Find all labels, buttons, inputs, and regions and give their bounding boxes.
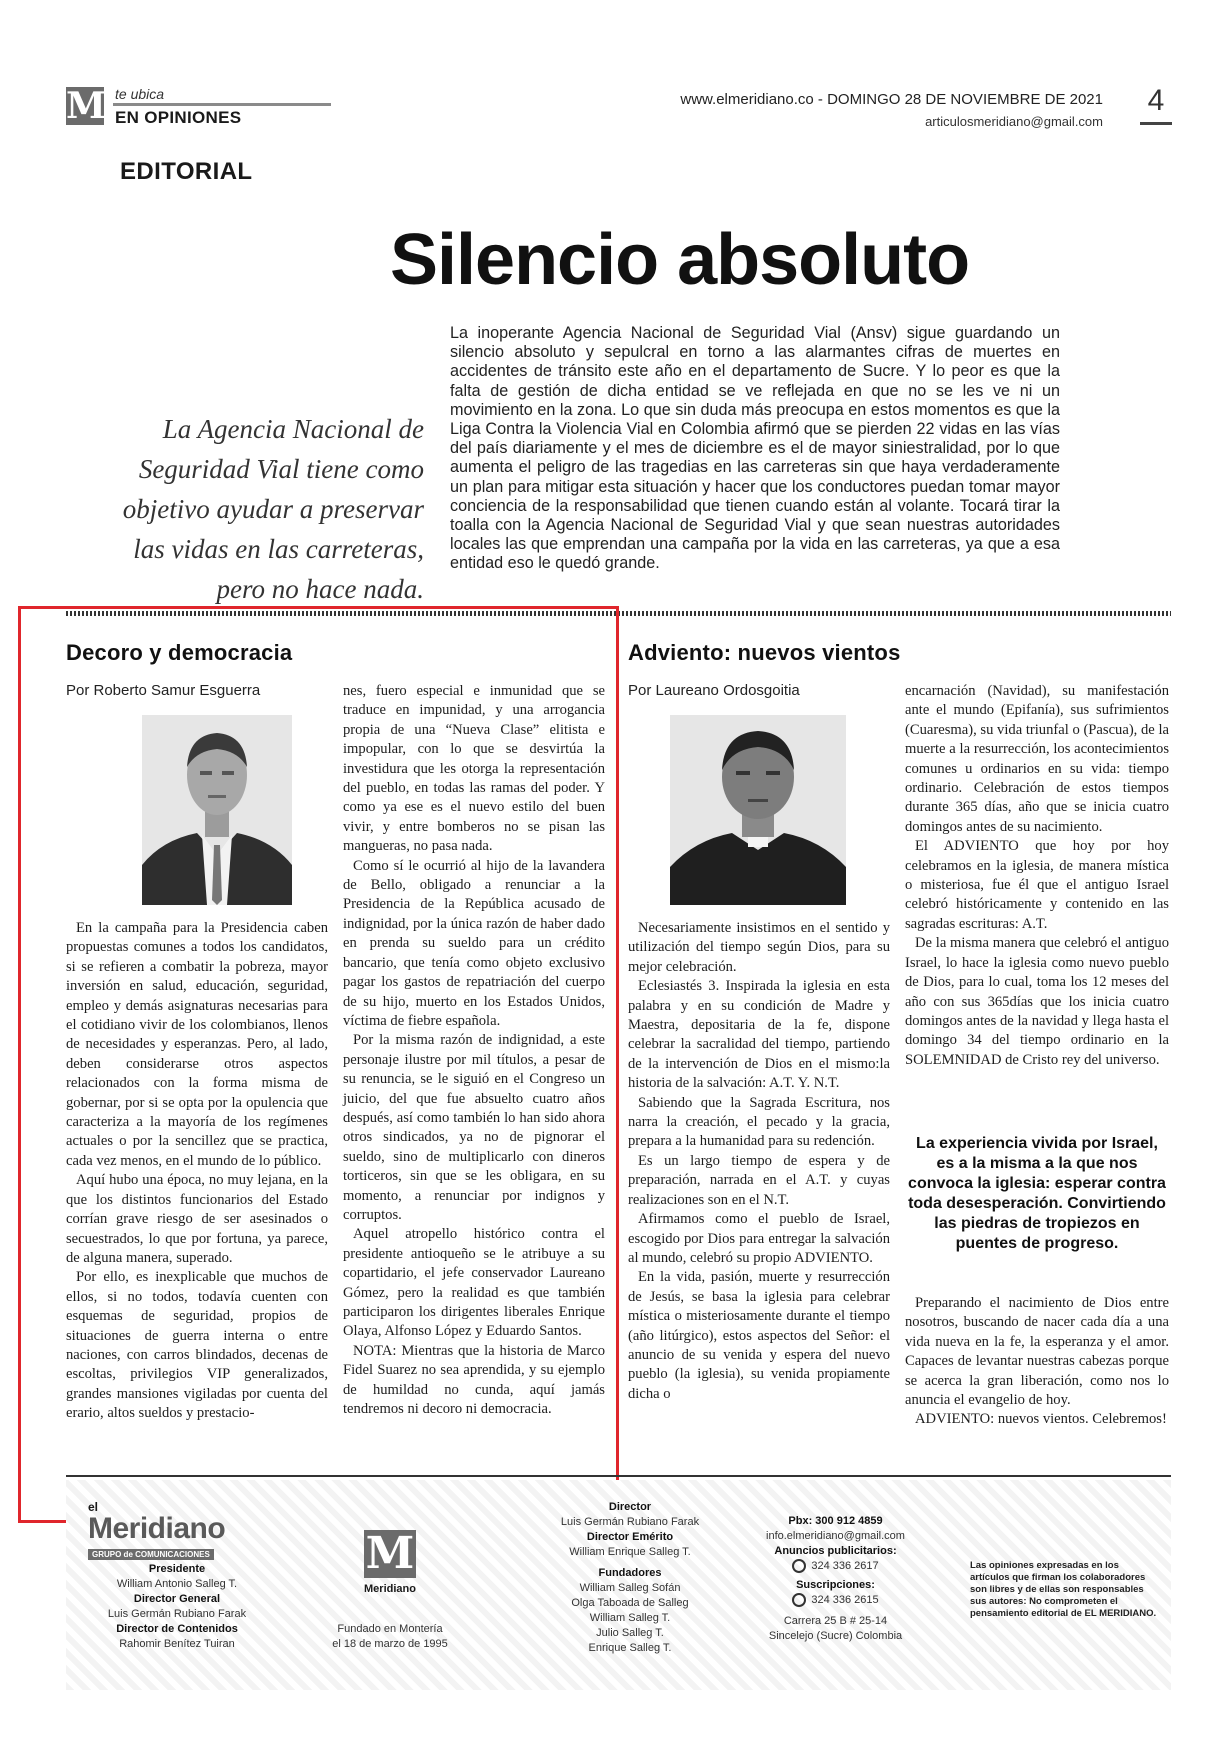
editorial-headline: Silencio absoluto — [390, 220, 970, 300]
address-line: Sincelejo (Sucre) Colombia — [768, 1630, 903, 1642]
brand-logo-name: Meridiano — [88, 1512, 226, 1545]
article-byline: Por Roberto Samur Esguerra — [66, 682, 261, 699]
article-column — [628, 919, 890, 1404]
footer-brand-logo — [88, 1500, 248, 1562]
section-name: EN OPINIONES — [115, 108, 242, 127]
article-title: Adviento: nuevos vientos — [628, 640, 901, 665]
footer-contact — [748, 1514, 923, 1644]
paragraph: Afirmamos como el pueblo de Israel, escogido por Dios para entregar la salvación al mundo, celebró su propio ADVIENTO. — [628, 1211, 890, 1266]
page-number: 4 — [1147, 84, 1165, 117]
article-column — [905, 682, 1169, 1070]
article-pullquote: La experiencia vivida por Israel, es a la misma a la que nos convoca la iglesia: esperar contra toda desesperación. Convirtiendo las piedras de tropiezos en puentes de progreso. — [908, 1135, 1166, 1252]
date-line: www.elmeridiano.co - DOMINGO 28 DE NOVIEMBRE DE 2021 — [680, 91, 1103, 108]
editorial-body: La inoperante Agencia Nacional de Seguridad Vial (Ansv) sigue guardando un silencio absoluto y sepulcral en torno a las alarmantes cifras de muertes en accidentes de tránsito este año en el departamento de Sucre. Y lo peor es que la falta de gestión de dicha entidad se ve reflejada en que no se les ve ni un movimiento en la zona. Lo que sin duda más preocupa en estos momentos es que la Liga Contra la Violencia Vial en Colombia afirmó que se pierden 22 vidas en las vías del país diariamente y el mes de diciembre es el de mayor siniestralidad, por lo que aumenta el peligro de las tragedias en las carreteras sin que haya verdaderamente un plan para mitigar esta situación y hacer que los conductores puedan tomar mayor conciencia de la responsabilidad que tienen cuando están al volante. Tocará tirar la toalla con la Agencia Nacional de Seguridad Vial y que sean nuestras autoridades locales las que emprendan una campaña por la vida en las carreteras, ya que a esa entidad eso le quedó grande. — [450, 324, 1060, 573]
author-portrait-icon — [670, 715, 846, 905]
section-rule — [113, 103, 331, 106]
contact-label: Suscripciones: — [796, 1579, 875, 1591]
info-email: info.elmeridiano@gmail.com — [766, 1530, 905, 1542]
paragraph: Eclesiastés 3. Inspirada la iglesia en esta palabra y en su condición de Madre y Maestra, depositaria de la fe, dispone celebrar la sacralidad del tiempo, partiendo de la intervención de Dios en el mismo:la historia de la salvación: A.T. Y. N.T. — [628, 978, 890, 1092]
article-title: Decoro y democracia — [66, 640, 293, 665]
article-column — [66, 919, 328, 1424]
person-name: Luis Germán Rubiano Farak — [107, 1608, 247, 1620]
paragraph: Necesariamente insistimos en el sentido y utilización del tiempo según Dios, para su mejor celebración. — [628, 920, 890, 975]
article-column — [343, 682, 605, 1419]
role-label: Director — [608, 1501, 652, 1513]
paragraph: ADVIENTO: nuevos vientos. Celebremos! — [915, 1411, 1167, 1428]
person-name: Enrique Salleg T. — [588, 1642, 672, 1654]
te-ubica-tagline: te ubica — [115, 86, 165, 102]
brand-logo-group: GRUPO de COMUNICACIONES — [88, 1549, 214, 1560]
pbx-number: Pbx: 300 912 4859 — [788, 1515, 883, 1527]
paragraph: Aquí hubo una época, no muy lejana, en la que los distintos funcionarios del Estado corrían grave riesgo de ser asesinados o secuestrados, lo que por fortuna, ya parece, de alguna manera, superado. — [66, 1172, 328, 1266]
founded-note — [330, 1622, 450, 1652]
person-name: William Salleg T. — [589, 1612, 671, 1624]
footer-founders — [530, 1500, 730, 1656]
person-name: Rahomir Benítez Tuiran — [119, 1638, 235, 1650]
footer-rule — [66, 1475, 1171, 1477]
founded-line: el 18 de marzo de 1995 — [332, 1638, 448, 1650]
person-name: Olga Taboada de Salleg — [571, 1597, 689, 1609]
article-column — [905, 1294, 1169, 1430]
role-label: Presidente — [148, 1563, 206, 1575]
person-name: Luis Germán Rubiano Farak — [560, 1516, 700, 1528]
founded-line: Fundado en Montería — [337, 1623, 443, 1635]
paragraph: El ADVIENTO que hoy por hoy celebramos en la iglesia, de manera mística o misteriosa, fue él que el antiguo Israel celebró históricamente y contenido en las sagradas escrituras: A.T. — [905, 838, 1169, 932]
paragraph: Por la misma razón de indignidad, a este personaje ilustre por mil títulos, a pesar de su renuncia, se le siguió en el Congreso un juicio, del que fue absuelto cuatro años después, así como también lo han sido ahora otros sindicados, ya no de pignorar el sueldo, sino de multiplicarlo con dineros torticeros, sin que se les obligara, en su momento, a renunciar por indignos y corruptos. — [343, 1032, 605, 1223]
footer-m-logo: M — [365, 1528, 415, 1579]
paragraph: encarnación (Navidad), su manifestación ante el mundo (Epifanía), sus sufrimientos (Cuaresma), su vida triunfal o (Pascua), de la muerte a la resurrección, los acontecimientos comunes u ordinarios en su vida: tiempo ordinario. Celebración de estos tiempos durante 365 días, año que se inicia cuatro domingos antes de su nacimiento. — [905, 683, 1169, 835]
person-name: Julio Salleg T. — [596, 1627, 664, 1639]
paragraph: En la vida, pasión, muerte y resurrección de Jesús, se basa la iglesia para celebrar mística o misteriosamente durante el tiempo (año litúrgico), estos aspectos del Señor: el anuncio de su venida y espera del nuevo pueblo (la iglesia), su venida propiamente dicha o — [628, 1269, 890, 1402]
footer-m-logo-label: Meridiano — [364, 1583, 416, 1595]
author-photo — [142, 715, 292, 905]
editorial-quote: La Agencia Nacional de Seguridad Vial tiene como objetivo ayudar a preservar las vidas en las carreteras, pero no hace nada. — [122, 414, 424, 604]
newspaper-logo-m: M — [66, 85, 106, 127]
whatsapp-icon — [792, 1593, 806, 1607]
footer-directory — [82, 1562, 272, 1652]
paragraph: Por ello, es inexplicable que muchos de ellos, si no todos, todavía cuenten con esquemas de seguridad, propios de situaciones de guerra interna o entre naciones, con carros blindados, decenas de escoltas, privilegios VIP generalizados, grandes mansiones vigiladas por cuenta del erario, altos sueldos y prestacio- — [66, 1269, 328, 1422]
article-byline: Por Laureano Ordosgoitia — [628, 682, 800, 699]
section-label: EDITORIAL — [120, 158, 253, 185]
role-label: Director General — [133, 1593, 221, 1605]
paragraph: De la misma manera que celebró el antiguo Israel, lo hace la iglesia como nuevo pueblo de Dios, para lo cual, toma los 12 meses del año con sus 365días que los inicia cuatro domingos antes de la navidad y llega hasta el domingo 34 del tiempo ordinario en la SOLEMNIDAD de Cristo rey del universo. — [905, 935, 1169, 1068]
role-label: Fundadores — [598, 1567, 662, 1579]
role-label: Director de Contenidos — [116, 1623, 238, 1635]
paragraph: Es un largo tiempo de espera y de preparación, narrada en el A.T. y cuyas realizaciones son en el N.T. — [628, 1152, 890, 1208]
paragraph: Sabiendo que la Sagrada Escritura, nos narra la creación, el pecado y la gracia, prepara a la humanidad para su redención. — [628, 1094, 890, 1150]
contact-email: articulosmeridiano@gmail.com — [925, 114, 1103, 129]
paragraph: Preparando el nacimiento de Dios entre nosotros, buscando de nacer cada día a una vida nueva en la fe, la esperanza y el amor. Capaces de levantar nuestras cabezas porque se acerca la gran liberación, como nos lo anuncia el evangelio de hoy. — [905, 1295, 1169, 1409]
person-name: William Antonio Salleg T. — [116, 1578, 238, 1590]
paragraph: nes, fuero especial e inmunidad que se traduce en impunidad, y una arrogancia propia de una “Nueva Clase” elitista e impopular, con lo que se desvirtúa la investidura que les otorga la representación del pueblo, en todas las ramas del poder. Y como ya ese es el nuevo estilo del buen vivir, y entre bomberos no se pisan las mangueras, no pasa nada. — [343, 683, 605, 855]
paragraph: En la campaña para la Presidencia caben propuestas comunes a todos los candidatos, si se refieren a combatir la pobreza, mayor inversión en salud, educación, seguridad, empleo y demás asignaturas necesarias para el cotidiano vivir de los colombianos, llenos de necesidades y esperanzas. Pero, al lado, deben considerarse otros aspectos relacionados con la forma misma de gobernar, por si se opta por la opulencia que caracteriza a la mayoría de los regímenes actuales o por la sencillez que se practica, cada vez menos, en el mundo de lo público. — [66, 920, 328, 1169]
brand-logo-el: el — [88, 1500, 99, 1514]
paragraph: Aquel atropello histórico contra el presidente antioqueño se le atribuye a su copartidario, el jefe conservador Laureano Gómez, pero la realidad es que también participaron los dirigentes liberales Enrique Olaya, Alfonso López y Eduardo Santos. — [343, 1226, 605, 1340]
person-name: William Salleg Sofán — [579, 1582, 681, 1594]
paragraph: Como sí le ocurrió al hijo de la lavandera de Bello, obligado a renunciar a la Presidencia de la República acusado de indignidad, por la única razón de haber dado en prenda su sueldo para un crédito bancario, que tenía como objeto exclusivo pagar los gastos de repatriación del cuerpo de su hijo, muerto en los Estados Unidos, víctima de fiebre española. — [343, 857, 605, 1029]
whatsapp-icon — [792, 1559, 806, 1573]
author-portrait-icon — [142, 715, 292, 905]
paragraph: NOTA: Mientras que la historia de Marco Fidel Suarez no sea aprendida, y su ejemplo de humildad no cunda, aquí jamás tendremos ni decoro ni democracia. — [343, 1342, 605, 1418]
role-label: Director Emérito — [586, 1531, 674, 1543]
author-photo — [670, 715, 846, 905]
phone-number: 324 336 2615 — [811, 1594, 879, 1606]
dotted-separator — [66, 611, 1171, 616]
address-line: Carrera 25 B # 25-14 — [783, 1615, 888, 1627]
person-name: William Enrique Salleg T. — [569, 1546, 691, 1558]
footer-disclaimer: Las opiniones expresadas en los artículos que firman los colaboradores son libres y de ellas son responsables sus autores: No comprometen el pensamiento editorial de EL MERIDIANO. — [970, 1560, 1157, 1619]
contact-label: Anuncios publicitarios: — [774, 1545, 897, 1557]
phone-number: 324 336 2617 — [811, 1560, 879, 1572]
page-number-rule — [1140, 122, 1172, 125]
